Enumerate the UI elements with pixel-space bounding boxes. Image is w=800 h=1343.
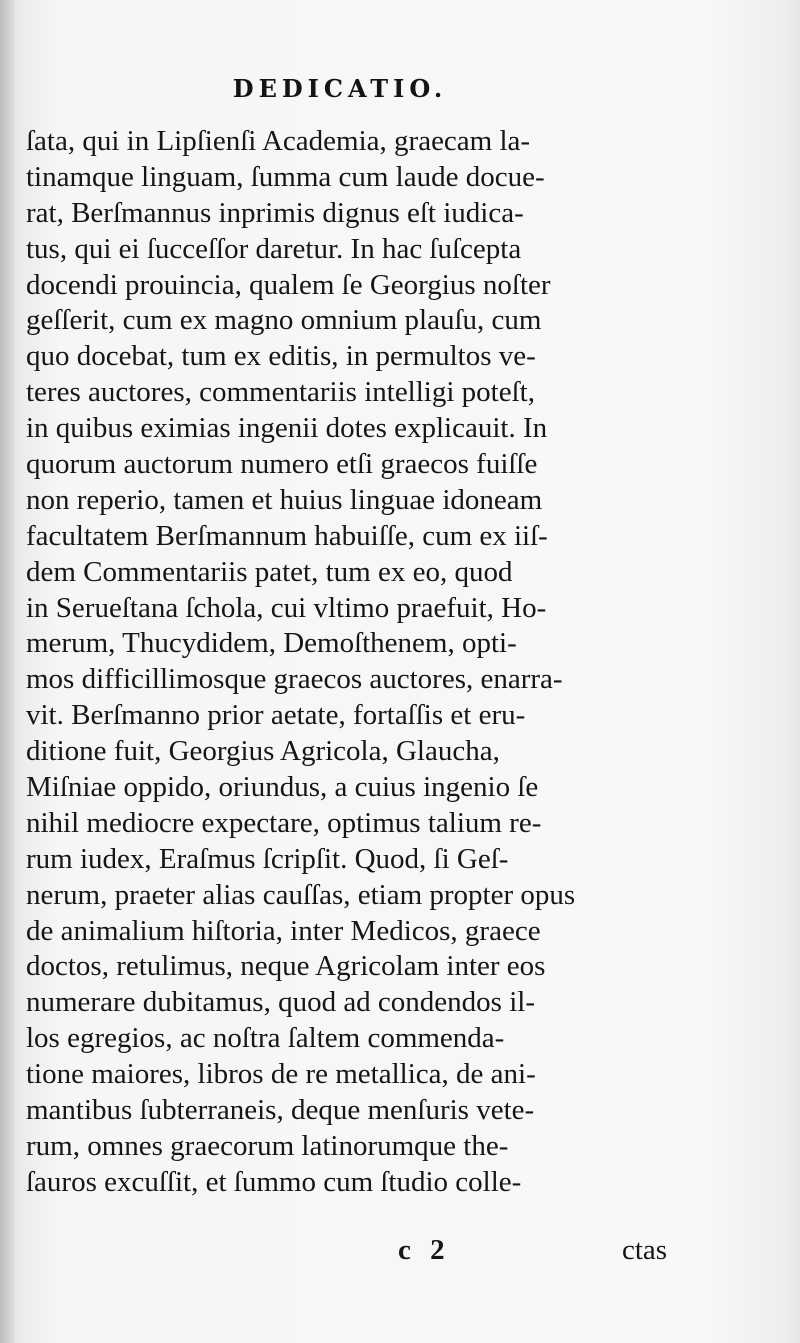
text-line: mantibus ſubterraneis, deque menſuris vete-	[26, 1094, 535, 1127]
text-line: doctos, retulimus, neque Agricolam inter eos	[26, 950, 546, 983]
text-line: tione maiores, libros de re metallica, de ani-	[26, 1058, 536, 1091]
running-header: DEDICATIO.	[232, 74, 448, 103]
text-line: tus, qui ei ſucceſſor daretur. In hac ſuſcepta	[26, 232, 522, 265]
text-line: ſata, qui in Lipſienſi Academia, graecam la-	[26, 125, 531, 157]
text-line: vit. Berſmanno prior aetate, fortaſſis et eru-	[26, 699, 526, 732]
text-line: in quibus eximias ingenii dotes explicauit. In	[26, 412, 548, 445]
text-line: quo docebat, tum ex editis, in permultos ve-	[26, 340, 536, 373]
text-line: nerum, praeter alias cauſſas, etiam propter opus	[26, 878, 576, 911]
signature-mark: c 2	[398, 1234, 451, 1266]
body-text	[26, 124, 676, 1201]
text-line: geſſerit, cum ex magno omnium plauſu, cum	[26, 304, 542, 337]
text-line: ſauros excuſſit, et ſummo cum ſtudio colle-	[26, 1165, 522, 1198]
text-line: los egregios, ac noſtra ſaltem commenda-	[26, 1022, 505, 1055]
text-line: teres auctores, commentariis intelligi poteſt,	[26, 376, 535, 409]
text-line: mos difficillimosque graecos auctores, enarra-	[26, 663, 563, 696]
text-line: quorum auctorum numero etſi graecos fuiſſe	[26, 448, 538, 481]
text-line: dem Commentariis patet, tum ex eo, quod	[26, 555, 513, 588]
text-line: de animalium hiſtoria, inter Medicos, graece	[26, 914, 541, 947]
text-line: rum, omnes graecorum latinorumque the-	[26, 1129, 509, 1162]
text-line: rum iudex, Eraſmus ſcripſit. Quod, ſi Geſ-	[26, 842, 509, 875]
text-line: docendi prouincia, qualem ſe Georgius noſter	[26, 268, 551, 301]
text-line: numerare dubitamus, quod ad condendos il-	[26, 986, 535, 1019]
text-line: nihil mediocre expectare, optimus talium re-	[26, 806, 542, 839]
text-line: rat, Berſmannus inprimis dignus eſt iudica-	[26, 196, 524, 229]
text-line: facultatem Berſmannum habuiſſe, cum ex iiſ-	[26, 519, 548, 552]
page-gutter-shadow	[0, 0, 14, 1343]
text-line: merum, Thucydidem, Demoſthenem, opti-	[26, 627, 517, 660]
text-line: non reperio, tamen et huius linguae idoneam	[26, 483, 543, 516]
catchword: ctas	[622, 1234, 668, 1266]
text-line: in Serueſtana ſchola, cui vltimo praefuit, Ho-	[26, 591, 547, 624]
text-line: tinamque linguam, ſumma cum laude docue-	[26, 160, 545, 193]
text-line: Miſniae oppido, oriundus, a cuius ingenio ſe	[26, 771, 539, 804]
text-line: ditione fuit, Georgius Agricola, Glaucha,	[26, 735, 500, 768]
